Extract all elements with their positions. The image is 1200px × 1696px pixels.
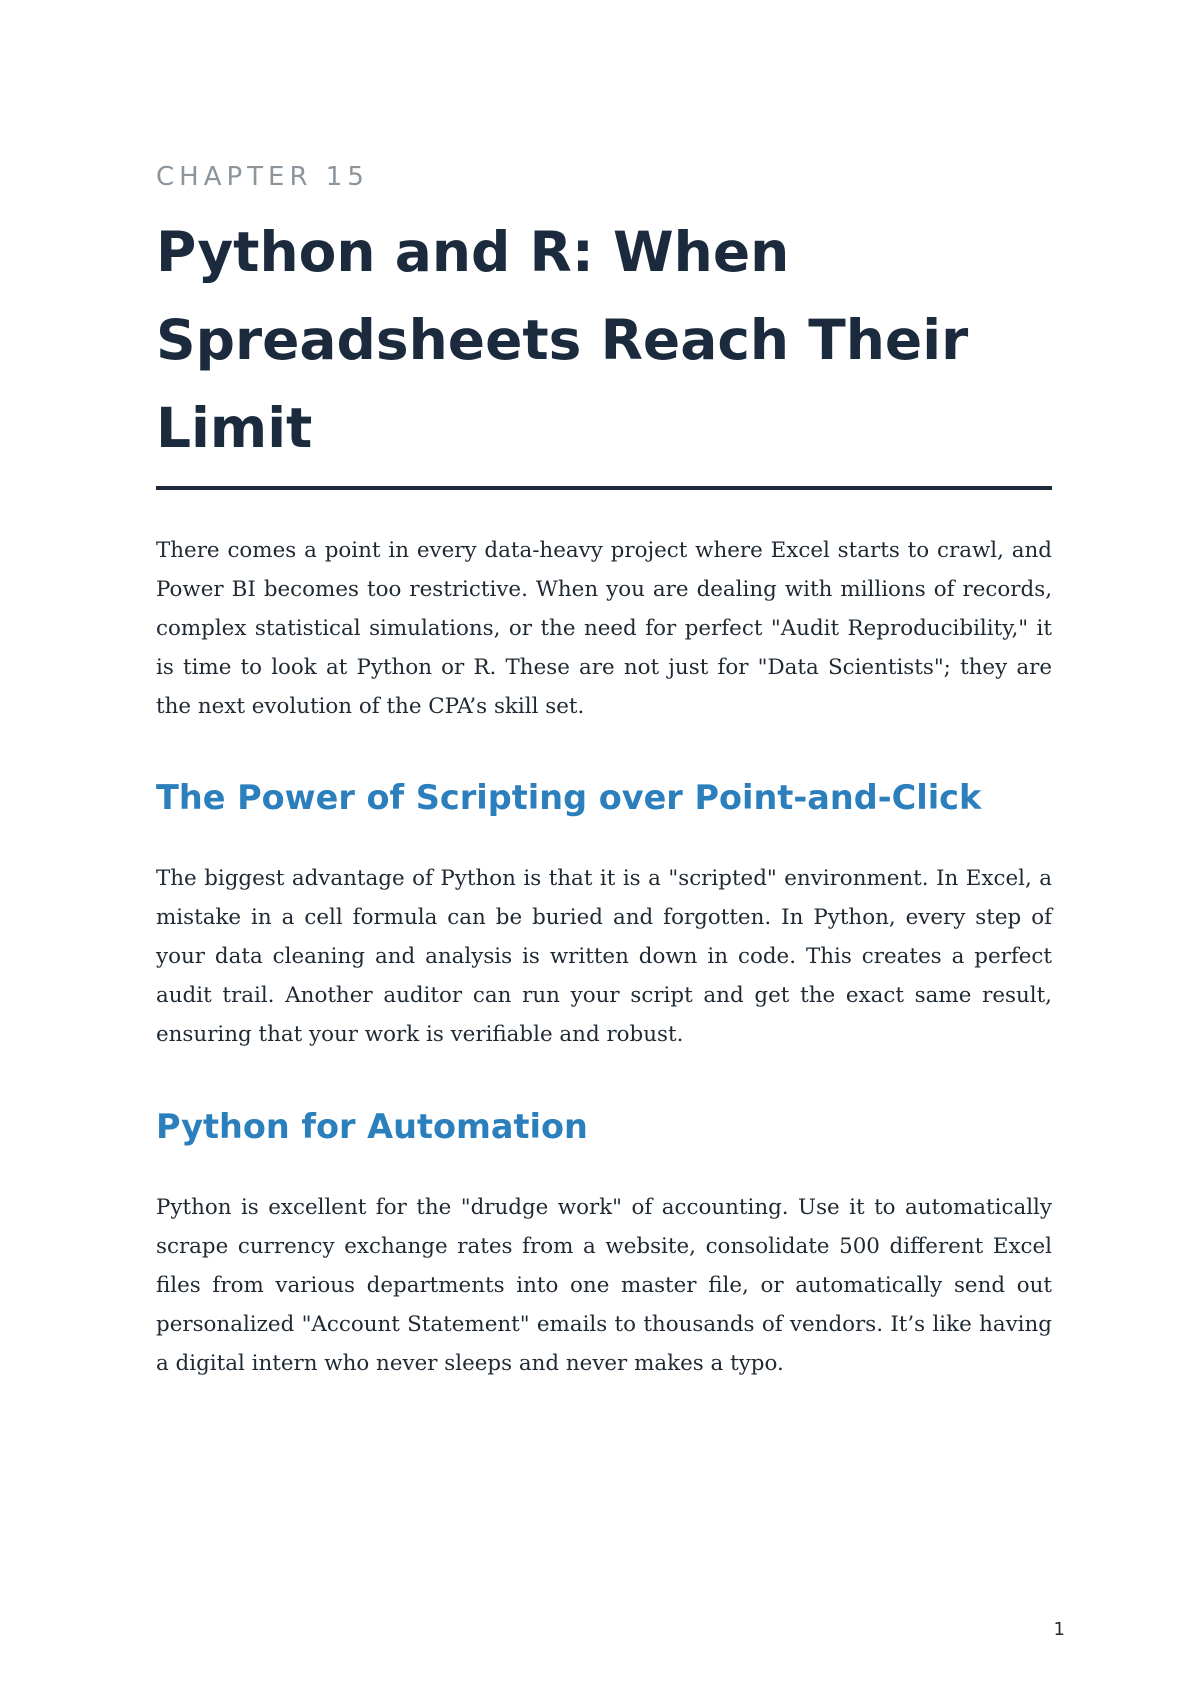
section-heading-automation: Python for Automation bbox=[156, 1107, 588, 1146]
chapter-label: CHAPTER 15 bbox=[156, 162, 369, 192]
page-number: 1 bbox=[1053, 1619, 1065, 1640]
section-body-scripting: The biggest advantage of Python is that it is a "scripted" environment. In Excel, a mistake in a cell formula can be buried and forgotten. In Python, every step of your data cleaning and analysis is written down in code. This creates a perfect audit trail. Another auditor can run your script and get the exact same result, ensuring that your work is verifiable and robust. bbox=[156, 866, 1052, 1047]
section-heading-scripting: The Power of Scripting over Point-and-Click bbox=[156, 778, 982, 817]
chapter-title: Python and R: When Spreadsheets Reach Their Limit bbox=[156, 220, 969, 460]
title-divider bbox=[156, 486, 1052, 490]
section-body-automation: Python is excellent for the "drudge work" of accounting. Use it to automatically scrape currency exchange rates from a website, consolidate 500 different Excel files from various departments into one master file, or automatically send out personalized "Account Statement" emails to thousands of vendors. It’s like having a digital intern who never sleeps and never makes a typo. bbox=[156, 1195, 1052, 1376]
intro-paragraph: There comes a point in every data-heavy project where Excel starts to crawl, and Power BI becomes too restrictive. When you are dealing with millions of records, complex statistical simulations, or the need for perfect "Audit Reproducibility," it is time to look at Python or R. These are not just for "Data Scientists"; they are the next evolution of the CPA’s skill set. bbox=[156, 538, 1052, 719]
